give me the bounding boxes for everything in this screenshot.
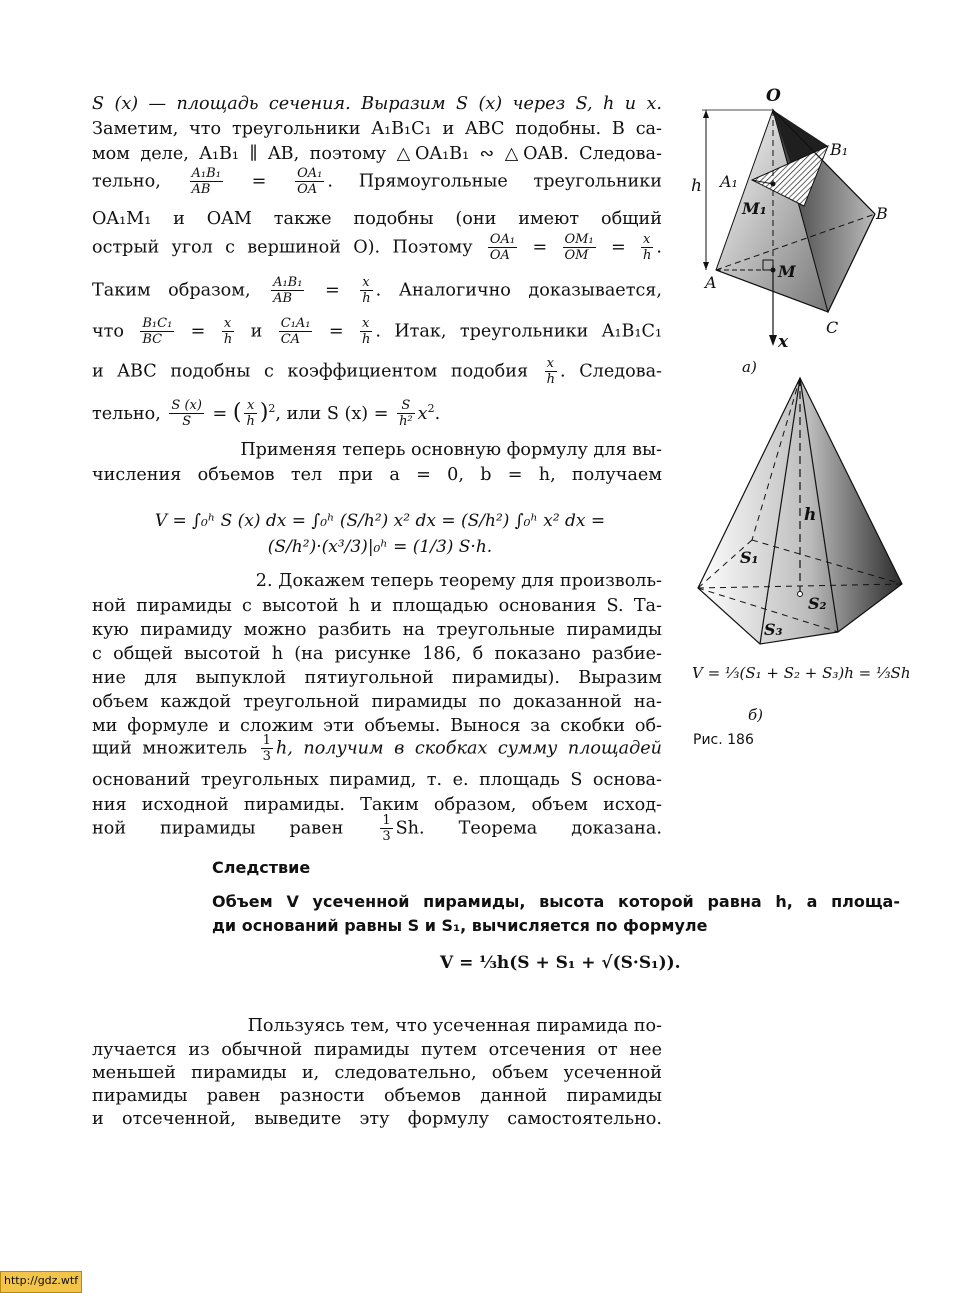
- label-c: C: [826, 318, 839, 337]
- text-span: Прямоугольные треугольники: [358, 171, 662, 192]
- text-line: кую пирамиду можно разбить на треугольные пирамиды: [92, 620, 662, 640]
- text-span: ной пирамиды равен: [92, 818, 344, 839]
- text-line: пирамиды равен разности объемов данной пирамиды: [92, 1086, 662, 1106]
- text-span: и ABC подобны с коэффициентом подобия: [92, 361, 529, 382]
- fraction: $\frac{\text{OA₁}}{OA}$: [489, 232, 516, 263]
- fraction: $\frac{1}{3}$: [262, 733, 271, 764]
- fraction: $\frac{\text{B₁C₁}}{BC}$: [142, 316, 173, 347]
- label-s3: S₃: [764, 620, 783, 639]
- label-a1: A₁: [720, 172, 738, 191]
- fraction: $\frac{1}{3}$: [382, 813, 391, 844]
- text-span: Аналогично доказывается,: [398, 280, 662, 301]
- text-line: Заметим, что треугольники A₁B₁C₁ и ABC подобны. В са-: [92, 119, 662, 139]
- label-m: M: [778, 262, 796, 281]
- corollary-line: Объем V усеченной пирамиды, высота которой равна h, а площа-: [212, 892, 900, 911]
- text-span: щий множитель: [92, 738, 248, 759]
- point-m1: [771, 182, 776, 187]
- text-span: острый угол с вершиной O). Поэтому: [92, 237, 473, 258]
- figure-a: [680, 80, 930, 380]
- text-line: ми формуле и сложим эти объемы. Вынося за скобки об-: [92, 716, 662, 736]
- label-a: A: [705, 273, 717, 292]
- fraction: $\frac{x}{h}$: [246, 398, 255, 430]
- text-line: ния исходной пирамиды. Таким образом, объем исход-: [92, 795, 662, 815]
- text-line: острый угол с вершиной O). Поэтому $\frac{\text{OA₁}}{OA}$ = $\frac{\text{OM₁}}{OM}$ = $\frac{x}{h}$ .: [92, 232, 662, 263]
- text-line: S (x) — площадь сечения. Выразим S (x) через S, h и x.: [92, 94, 662, 114]
- text-line: [92, 733, 662, 764]
- fraction: $\frac{\text{OA₁}}{OA}$: [297, 166, 323, 197]
- corollary-title: Следствие: [212, 858, 311, 877]
- arrow-up-icon: [703, 110, 709, 118]
- text-span: h, получим в скобках сумму площадей: [275, 738, 663, 759]
- text-line: что $\frac{\text{B₁C₁}}{BC}$ = $\frac{x}{h}$ и $\frac{\text{C₁A₁}}{CA}$ = $\frac{x}{h}$ . Итак, треугольники A₁B₁C₁: [92, 316, 663, 347]
- text-line: лучается из обычной пирамиды путем отсечения от нее: [92, 1040, 662, 1060]
- text-line: оснований треугольных пирамид, т. е. площадь S основа-: [92, 770, 662, 790]
- text-span: , или S (x) =: [275, 403, 389, 424]
- label-o: O: [766, 86, 781, 106]
- text-span: тельно,: [92, 403, 161, 424]
- figure-b-formula: V = ⅓(S₁ + S₂ + S₃)h = ⅓Sh: [692, 664, 911, 682]
- text-line: и отсеченной, выведите эту формулу самостоятельно.: [92, 1109, 662, 1129]
- text-span: Sh. Теорема доказана.: [395, 818, 662, 839]
- text-span: и: [250, 321, 263, 342]
- arrow-head-icon: [769, 335, 777, 346]
- text-span: . Следова-: [560, 361, 663, 382]
- fraction: $\frac{\text{A₁B₁}}{AB}$: [191, 166, 221, 197]
- text-line: Пользуясь тем, что усеченная пирамида по-: [247, 1016, 662, 1036]
- fraction: $\frac{S (x)}{S}$: [171, 398, 202, 430]
- label-b1: B₁: [830, 140, 849, 159]
- caption-a: а): [742, 358, 757, 376]
- text-line: OA₁M₁ и OAM также подобны (они имеют общий: [92, 209, 662, 229]
- integral-formula: V = ∫₀ʰ S (x) dx = ∫₀ʰ (S/h²) x² dx = (S/h²) ∫₀ʰ x² dx = (S/h²)·(x³/3)|₀ʰ = (1/3) S·h.: [154, 511, 606, 557]
- fraction: $\frac{x}{h}$: [223, 316, 233, 347]
- caption-b: б): [748, 706, 764, 724]
- corollary-line: ди оснований равны S и S₁, вычисляется по формуле: [212, 916, 708, 935]
- fraction: $\frac{x}{h}$: [643, 232, 652, 263]
- text-span: Итак, треугольники A₁B₁C₁: [394, 321, 663, 342]
- fraction: $\frac{x}{h}$: [546, 356, 556, 387]
- text-line: ной пирамиды с высотой h и площадью основания S. Та-: [92, 596, 662, 616]
- fraction: $\frac{x}{h}$: [362, 275, 371, 306]
- text-line: меньшей пирамиды и, следовательно, объем усеченной: [92, 1063, 662, 1083]
- text-line: тельно, $\frac{\text{A₁B₁}}{AB}$ = $\frac{\text{OA₁}}{OA}$ . Прямоугольные треугольники: [92, 166, 662, 197]
- text-line: объем каждой треугольной пирамиды по доказанной на-: [92, 692, 662, 712]
- text-line: тельно, $\frac{S (x)}{S}$ = ( $\frac{x}{h}$ )$^2$, или S (x) = $\frac{S}{\text{h²}}$ $x^2$.: [92, 398, 441, 430]
- text-line: [92, 813, 662, 844]
- text-line: 2. Докажем теперь теорему для произволь-: [255, 571, 662, 591]
- label-h-b: h: [804, 505, 817, 525]
- text-span: Таким образом,: [92, 280, 251, 301]
- corollary-formula: V = ⅓h(S + S₁ + √(S·S₁)).: [440, 953, 681, 973]
- label-b: B: [876, 204, 888, 223]
- watermark-link[interactable]: http://gdz.wtf: [0, 1271, 82, 1293]
- label-m1: M₁: [742, 199, 767, 218]
- fraction: $\frac{x}{h}$: [361, 316, 371, 347]
- text-line: [92, 356, 662, 387]
- label-x: x: [778, 332, 789, 352]
- text-line: Таким образом, $\frac{\text{A₁B₁}}{AB}$ = $\frac{x}{h}$ . Аналогично доказывается,: [92, 275, 662, 306]
- fraction: $\frac{\text{C₁A₁}}{CA}$: [280, 316, 311, 347]
- text-line: с общей высотой h (на рисунке 186, б показано разбие-: [92, 644, 662, 664]
- text-line: числения объемов тел при a = 0, b = h, получаем: [92, 465, 662, 485]
- text-span: что: [92, 321, 124, 342]
- label-h: h: [691, 176, 702, 196]
- fraction: $\frac{S}{\text{h²}}$: [399, 398, 413, 430]
- text-line: мом деле, A₁B₁ ∥ AB, поэтому △OA₁B₁ ∾ △OAB. Следова-: [92, 144, 662, 164]
- fraction: $\frac{\text{A₁B₁}}{AB}$: [273, 275, 303, 306]
- figure-number: Рис. 186: [693, 732, 754, 748]
- label-s1: S₁: [740, 548, 759, 567]
- text-span: тельно,: [92, 171, 161, 192]
- text-line: Применяя теперь основную формулу для вы-: [240, 440, 662, 460]
- text-line: ние для выпуклой пятиугольной пирамиды). Выразим: [92, 668, 662, 688]
- height-foot-point: [798, 592, 803, 597]
- arrow-down-icon: [703, 262, 709, 270]
- fraction: $\frac{\text{OM₁}}{OM}$: [564, 232, 594, 263]
- label-s2: S₂: [808, 594, 827, 613]
